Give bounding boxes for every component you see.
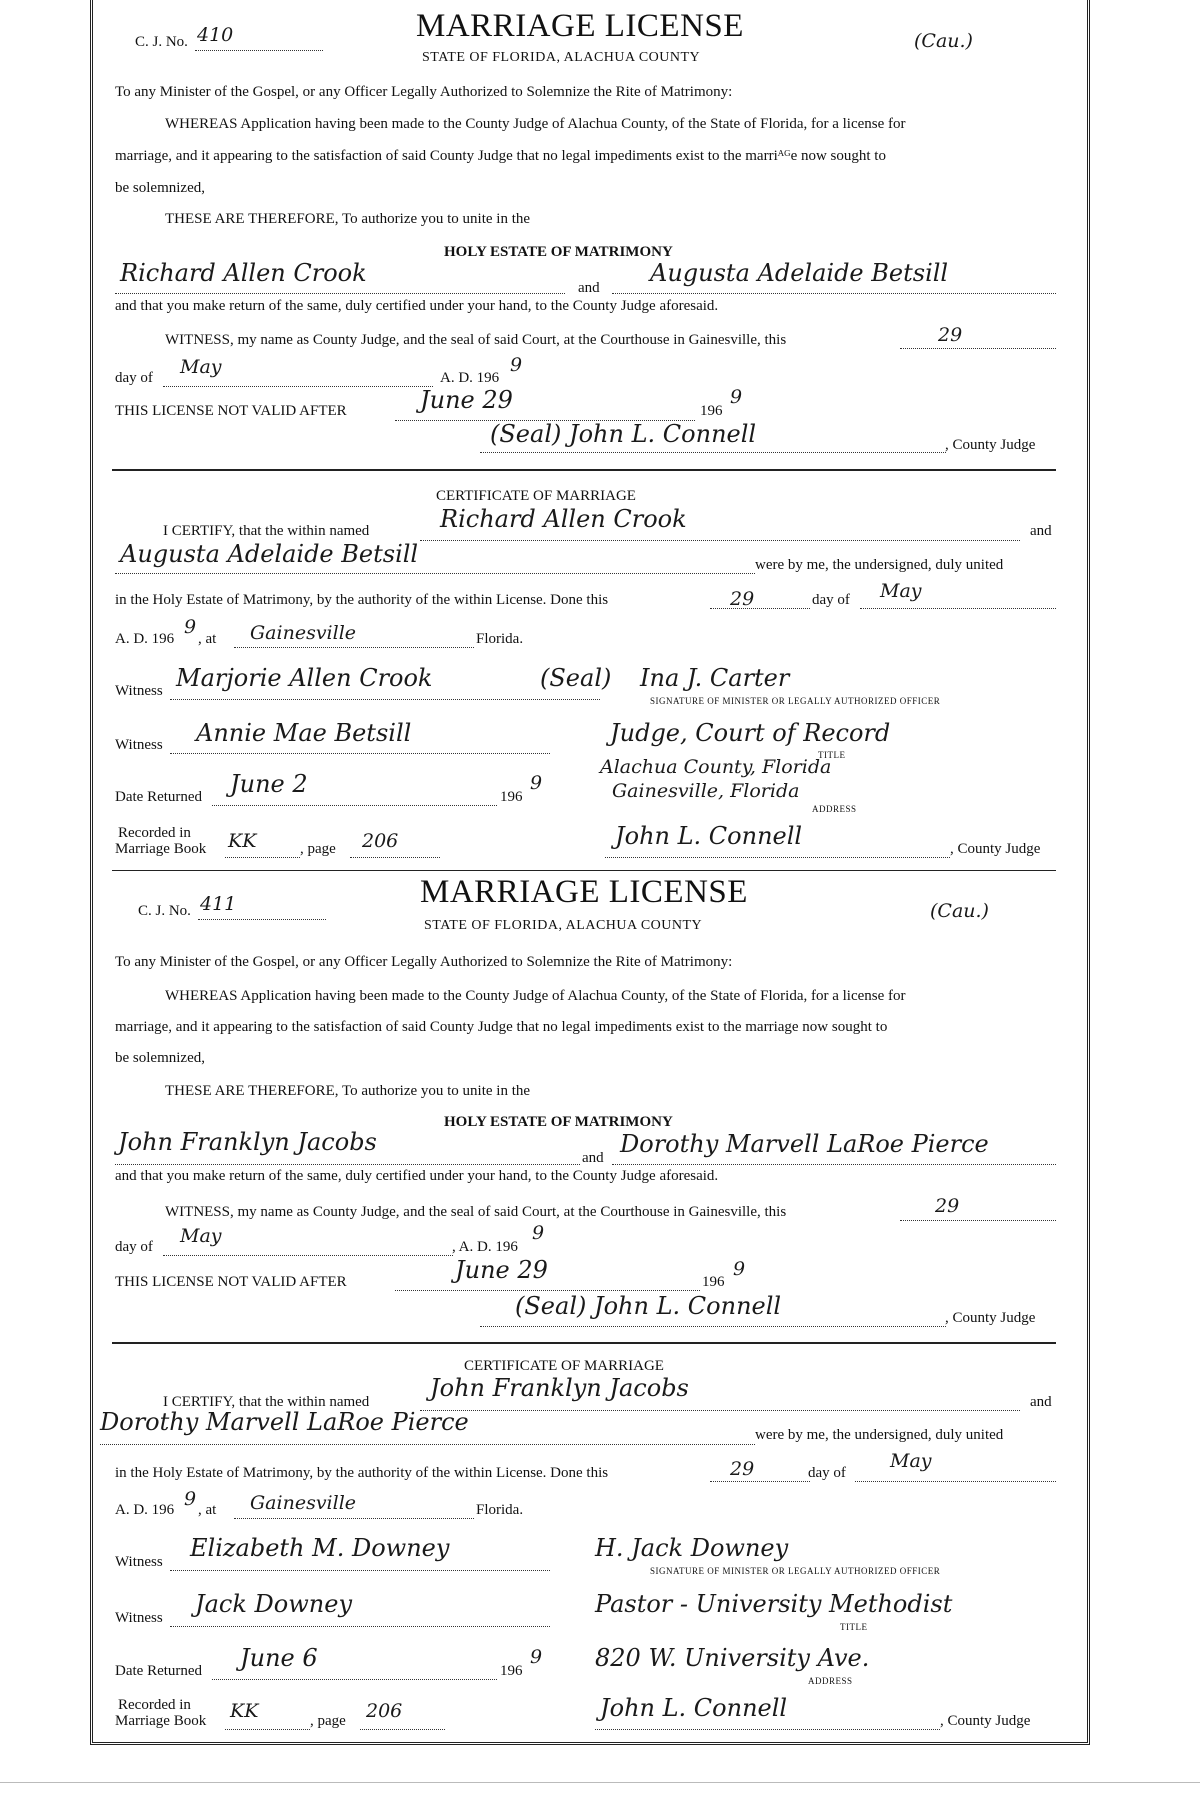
- valid-year: 9: [730, 386, 743, 408]
- ad-label: A. D. 196: [115, 631, 175, 647]
- recorded-in-label: Recorded in: [118, 1697, 191, 1713]
- holy-estate-heading: HOLY ESTATE OF MATRIMONY: [444, 244, 673, 260]
- holy-estate-heading: HOLY ESTATE OF MATRIMONY: [444, 1114, 673, 1130]
- county-judge-label: , County Judge: [945, 437, 1036, 453]
- witness-label: Witness: [115, 737, 163, 753]
- whereas-line-3: be solemnized,: [115, 1050, 205, 1066]
- day-of-label: day of: [115, 370, 153, 386]
- officer-signature-label: SIGNATURE OF MINISTER OR LEGALLY AUTHORIZED OFFICER: [650, 1566, 941, 1576]
- section-divider: [112, 469, 1056, 471]
- witness-label: Witness: [115, 683, 163, 699]
- section-divider: [112, 870, 1056, 871]
- date-returned-year: 9: [530, 772, 543, 794]
- recorded-in-label: Recorded in: [118, 825, 191, 841]
- marriage-place: Gainesville: [250, 622, 357, 644]
- date-returned: June 2: [230, 770, 308, 798]
- address-line: To any Minister of the Gospel, or any Officer Legally Authorized to Solemnize the Rite of Matrimony:: [115, 954, 733, 970]
- license-title: MARRIAGE LICENSE: [420, 874, 748, 910]
- witness-1-signature: Marjorie Allen Crook: [176, 664, 433, 692]
- holy-line: in the Holy Estate of Matrimony, by the authority of the within License. Done this: [115, 592, 609, 608]
- marriage-book-label: Marriage Book: [115, 841, 207, 857]
- certificate-month: May: [880, 580, 922, 602]
- recording-judge-signature: John L. Connell: [615, 822, 803, 850]
- day-of-label: day of: [808, 1465, 846, 1481]
- license-year: 9: [532, 1222, 545, 1244]
- ad-label: A. D. 196: [115, 1502, 175, 1518]
- witness-label: Witness: [115, 1610, 163, 1626]
- page-value: 206: [362, 830, 399, 852]
- address-label: ADDRESS: [808, 1676, 853, 1686]
- return-line: and that you make return of the same, duly certified under your hand, to the County Judge aforesaid.: [115, 298, 719, 314]
- date-returned-year-label: 196: [500, 1663, 523, 1679]
- whereas-line-3: be solemnized,: [115, 180, 205, 196]
- officer-signature-label: SIGNATURE OF MINISTER OR LEGALLY AUTHORIZED OFFICER: [650, 696, 941, 706]
- return-line: and that you make return of the same, duly certified under your hand, to the County Judge aforesaid.: [115, 1168, 719, 1184]
- cj-label: C. J. No.: [135, 34, 188, 50]
- margin-note: (Cau.): [930, 900, 989, 922]
- license-title: MARRIAGE LICENSE: [416, 8, 744, 44]
- officer-title: Pastor - University Methodist: [595, 1590, 953, 1618]
- certificate-title: CERTIFICATE OF MARRIAGE: [436, 488, 636, 504]
- recording-judge-signature: John L. Connell: [600, 1694, 788, 1722]
- officer-title: Judge, Court of Record: [610, 719, 891, 747]
- certificate-bride: Augusta Adelaide Betsill: [120, 540, 419, 568]
- at-label: , at: [198, 631, 217, 647]
- florida-label: Florida.: [476, 1502, 524, 1518]
- whereas-line-1: WHEREAS Application having been made to the County Judge of Alachua County, of the State of Florida, for a license for: [165, 988, 906, 1004]
- whereas-line-2: marriage, and it appearing to the satisfaction of said County Judge that no legal impediments exist to the marriage now sought to: [115, 1019, 888, 1035]
- valid-year-label: 196: [702, 1274, 725, 1290]
- book-value: KK: [228, 830, 257, 852]
- ad-label: , A. D. 196: [452, 1239, 518, 1255]
- certificate-title: CERTIFICATE OF MARRIAGE: [464, 1358, 664, 1374]
- united-line: were by me, the undersigned, duly united: [755, 1427, 1004, 1443]
- and-label: and: [1030, 523, 1052, 539]
- not-valid-label: THIS LICENSE NOT VALID AFTER: [115, 1274, 347, 1290]
- title-label: TITLE: [840, 1622, 868, 1632]
- county-judge-label: , County Judge: [940, 1713, 1031, 1729]
- witness-2-signature: Jack Downey: [195, 1590, 352, 1618]
- address-line: To any Minister of the Gospel, or any Officer Legally Authorized to Solemnize the Rite of Matrimony:: [115, 84, 733, 100]
- and-label: and: [582, 1150, 604, 1166]
- license-year: 9: [510, 354, 523, 376]
- page-label: , page: [310, 1713, 346, 1729]
- groom-name: John Franklyn Jacobs: [118, 1128, 377, 1156]
- seal-note: (Seal): [540, 664, 612, 692]
- marriage-book-label: Marriage Book: [115, 1713, 207, 1729]
- and-label: and: [1030, 1394, 1052, 1410]
- date-returned-year: 9: [530, 1646, 543, 1668]
- groom-name: Richard Allen Crook: [120, 259, 367, 287]
- certificate-month: May: [890, 1450, 932, 1472]
- witness-line: WITNESS, my name as County Judge, and the seal of said Court, at the Courthouse in Gainesville, this: [165, 332, 787, 348]
- bride-name: Dorothy Marvell LaRoe Pierce: [620, 1130, 989, 1158]
- scan-edge: [0, 1782, 1200, 1783]
- marriage-place: Gainesville: [250, 1492, 357, 1514]
- cj-label: C. J. No.: [138, 903, 191, 919]
- date-returned: June 6: [240, 1644, 318, 1672]
- date-returned-label: Date Returned: [115, 789, 203, 805]
- license-day: 29: [938, 324, 963, 346]
- not-valid-label: THIS LICENSE NOT VALID AFTER: [115, 403, 347, 419]
- county-judge-label: , County Judge: [945, 1310, 1036, 1326]
- officer-address-1: Alachua County, Florida: [600, 756, 832, 778]
- cj-number: 411: [200, 893, 237, 915]
- certificate-day: 29: [730, 588, 755, 610]
- page-value: 206: [366, 1700, 403, 1722]
- date-returned-year-label: 196: [500, 789, 523, 805]
- witness-line: WITNESS, my name as County Judge, and the seal of said Court, at the Courthouse in Gainesville, this: [165, 1204, 787, 1220]
- and-label: and: [578, 280, 600, 296]
- day-of-label: day of: [115, 1239, 153, 1255]
- at-label: , at: [198, 1502, 217, 1518]
- certificate-groom: John Franklyn Jacobs: [430, 1374, 689, 1402]
- certificate-bride: Dorothy Marvell LaRoe Pierce: [100, 1408, 469, 1436]
- certify-line: I CERTIFY, that the within named: [163, 1394, 370, 1410]
- witness-1-signature: Elizabeth M. Downey: [190, 1534, 450, 1562]
- cj-number: 410: [197, 24, 234, 46]
- day-of-label: day of: [812, 592, 850, 608]
- certificate-day: 29: [730, 1458, 755, 1480]
- certify-line: I CERTIFY, that the within named: [163, 523, 370, 539]
- bride-name: Augusta Adelaide Betsill: [650, 259, 949, 287]
- officer-signature: H. Jack Downey: [595, 1534, 789, 1562]
- united-line: were by me, the undersigned, duly united: [755, 557, 1004, 573]
- officer-signature: Ina J. Carter: [640, 664, 790, 692]
- license-day: 29: [935, 1195, 960, 1217]
- officer-address: 820 W. University Ave.: [595, 1644, 870, 1672]
- witness-2-signature: Annie Mae Betsill: [196, 719, 412, 747]
- license-month: May: [180, 1225, 222, 1247]
- valid-until: June 29: [420, 386, 513, 414]
- therefore-line: THESE ARE THEREFORE, To authorize you to unite in the: [165, 1083, 531, 1099]
- florida-label: Florida.: [476, 631, 524, 647]
- margin-note: (Cau.): [914, 30, 973, 52]
- valid-year: 9: [733, 1258, 746, 1280]
- certificate-groom: Richard Allen Crook: [440, 505, 687, 533]
- address-label: ADDRESS: [812, 804, 857, 814]
- holy-line: in the Holy Estate of Matrimony, by the authority of the within License. Done this: [115, 1465, 609, 1481]
- section-divider: [112, 1342, 1056, 1344]
- book-value: KK: [230, 1700, 259, 1722]
- license-subtitle: STATE OF FLORIDA, ALACHUA COUNTY: [422, 50, 701, 65]
- whereas-line-1: WHEREAS Application having been made to the County Judge of Alachua County, of the State of Florida, for a license for: [165, 116, 906, 132]
- valid-year-label: 196: [700, 403, 723, 419]
- license-subtitle: STATE OF FLORIDA, ALACHUA COUNTY: [424, 918, 703, 933]
- judge-signature: (Seal) John L. Connell: [515, 1292, 782, 1320]
- page-label: , page: [300, 841, 336, 857]
- therefore-line: THESE ARE THEREFORE, To authorize you to unite in the: [165, 211, 531, 227]
- date-returned-label: Date Returned: [115, 1663, 203, 1679]
- county-judge-label: , County Judge: [950, 841, 1041, 857]
- ad-label: A. D. 196: [440, 370, 500, 386]
- license-month: May: [180, 356, 222, 378]
- officer-address-2: Gainesville, Florida: [612, 780, 800, 802]
- title-label: TITLE: [818, 750, 846, 760]
- certificate-year: 9: [184, 616, 197, 638]
- witness-label: Witness: [115, 1554, 163, 1570]
- certificate-year: 9: [184, 1488, 197, 1510]
- whereas-line-2: marriage, and it appearing to the satisfaction of said County Judge that no legal impediments exist to the marriᴬᴳe now sought to: [115, 148, 886, 164]
- valid-until: June 29: [455, 1256, 548, 1284]
- judge-signature: (Seal) John L. Connell: [490, 420, 757, 448]
